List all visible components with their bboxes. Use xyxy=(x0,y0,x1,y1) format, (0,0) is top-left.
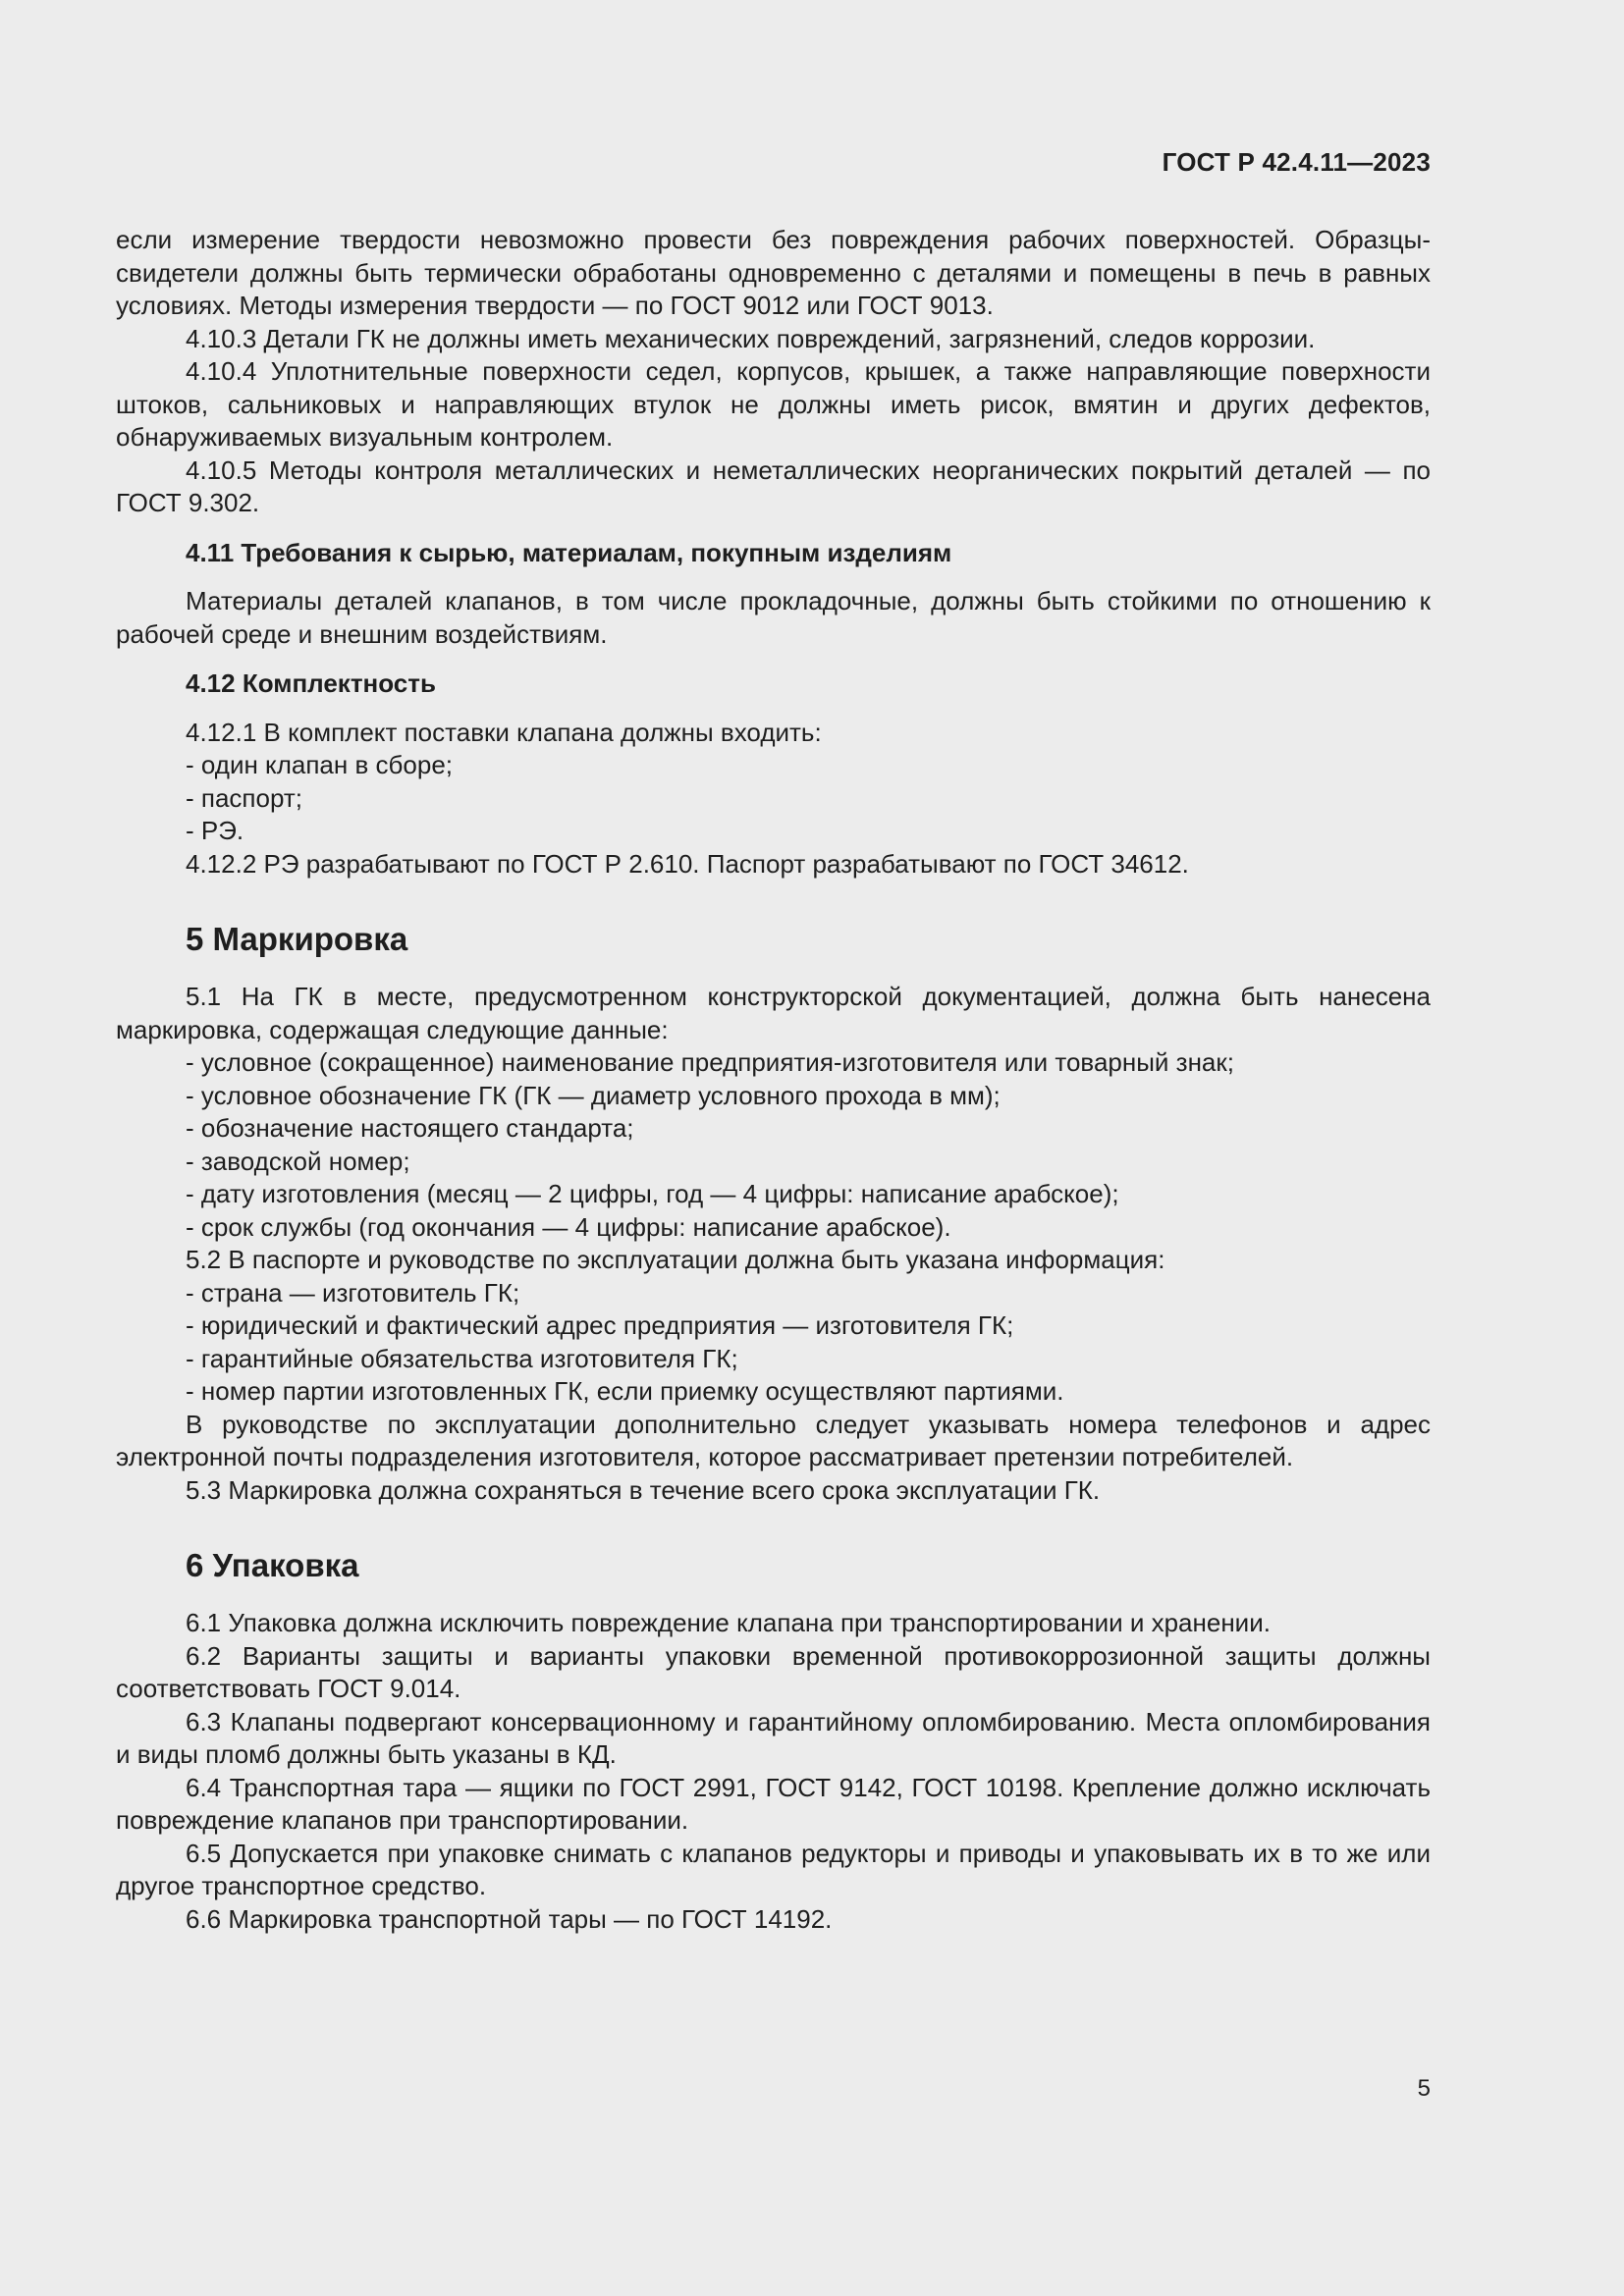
paragraph-4-11: Материалы деталей клапанов, в том числе прокладочные, должны быть стойкими по отношению к рабочей среде и внешним воздействиям. xyxy=(116,586,1431,649)
paragraph-6-4: 6.4 Транспортная тара — ящики по ГОСТ 2991, ГОСТ 9142, ГОСТ 10198. Крепление должно исключать повреждение клапанов при транспортировании. xyxy=(116,1772,1431,1835)
paragraph-6-6: 6.6 Маркировка транспортной тары — по ГОСТ 14192. xyxy=(186,1903,833,1934)
paragraph-6-2: 6.2 Варианты защиты и варианты упаковки временной противокоррозионной защиты должны соответствовать ГОСТ 9.014. xyxy=(116,1640,1431,1703)
paragraph-6-1: 6.1 Упаковка должна исключить повреждение клапана при транспортировании и хранении. xyxy=(186,1608,1271,1637)
list-item: - заводской номер; xyxy=(186,1146,410,1176)
paragraph-4-12-1: 4.12.1 В комплект поставки клапана должны входить: xyxy=(186,717,822,747)
list-item: - номер партии изготовленных ГК, если приемку осуществляют партиями. xyxy=(186,1376,1064,1406)
subsection-heading-4-12: 4.12 Комплектность xyxy=(186,668,436,698)
list-item: - условное обозначение ГК (ГК — диаметр условного прохода в мм); xyxy=(186,1080,1001,1110)
list-item: - гарантийные обязательства изготовителя ГК; xyxy=(186,1343,738,1373)
page-number: 5 xyxy=(1417,2075,1431,2102)
paragraph-5-2: 5.2 В паспорте и руководстве по эксплуатации должна быть указана информация: xyxy=(186,1245,1165,1274)
subsection-heading-4-11: 4.11 Требования к сырью, материалам, покупным изделиям xyxy=(186,537,952,567)
paragraph-5-2-note: В руководстве по эксплуатации дополнительно следует указывать номера телефонов и адрес электронной почты подразделения изготовителя, которое рассматривает претензии потребителей. xyxy=(116,1409,1431,1471)
paragraph-4-12-2: 4.12.2 РЭ разрабатывают по ГОСТ Р 2.610. Паспорт разрабатывают по ГОСТ 34612. xyxy=(186,848,1189,879)
continuation-paragraph: если измерение твердости невозможно провести без повреждения рабочих поверхностей. Образцы-свидетели должны быть термически обработаны одновременно с деталями и помещены в печь в равных условиях. Методы измерения твердости — по ГОСТ 9012 или ГОСТ 9013. xyxy=(116,225,1431,320)
paragraph-5-3: 5.3 Маркировка должна сохраняться в течение всего срока эксплуатации ГК. xyxy=(186,1474,1101,1505)
paragraph-6-3: 6.3 Клапаны подвергают консервационному и гарантийному опломбированию. Места опломбирования и виды пломб должны быть указаны в КД. xyxy=(116,1706,1431,1769)
list-item: - условное (сокращенное) наименование предприятия-изготовителя или товарный знак; xyxy=(186,1047,1234,1077)
list-item: - паспорт; xyxy=(186,782,302,813)
paragraph-6-5: 6.5 Допускается при упаковке снимать с клапанов редукторы и приводы и упаковывать их в то же или другое транспортное средство. xyxy=(116,1838,1431,1900)
document-code-header: ГОСТ Р 42.4.11—2023 xyxy=(1162,147,1431,177)
list-item: - юридический и фактический адрес предприятия — изготовителя ГК; xyxy=(186,1310,1014,1340)
list-item: - один клапан в сборе; xyxy=(186,750,453,779)
paragraph-4-10-3: 4.10.3 Детали ГК не должны иметь механических повреждений, загрязнений, следов коррозии. xyxy=(186,323,1316,353)
list-item: - страна — изготовитель ГК; xyxy=(186,1277,520,1308)
section-heading-6: 6 Упаковка xyxy=(186,1547,359,1583)
section-heading-5: 5 Маркировка xyxy=(186,921,408,957)
list-item: - РЭ. xyxy=(186,816,244,845)
list-item: - дату изготовления (месяц — 2 цифры, год — 4 цифры: написание арабское); xyxy=(186,1179,1119,1208)
document-body xyxy=(116,224,1431,1936)
list-item: - обозначение настоящего стандарта; xyxy=(186,1113,634,1143)
paragraph-4-10-5: 4.10.5 Методы контроля металлических и неметаллических неорганических покрытий деталей — по ГОСТ 9.302. xyxy=(116,454,1431,517)
paragraph-5-1: 5.1 На ГК в месте, предусмотренном конструкторской документацией, должна быть нанесена маркировка, содержащая следующие данные: xyxy=(116,982,1431,1044)
list-item: - срок службы (год окончания — 4 цифры: написание арабское). xyxy=(186,1211,951,1242)
paragraph-4-10-4: 4.10.4 Уплотнительные поверхности седел, корпусов, крышек, а также направляющие поверхности штоков, сальниковых и направляющих втулок не должны иметь рисок, вмятин и других дефектов, обнаруживаемых визуальным контролем. xyxy=(116,356,1431,452)
